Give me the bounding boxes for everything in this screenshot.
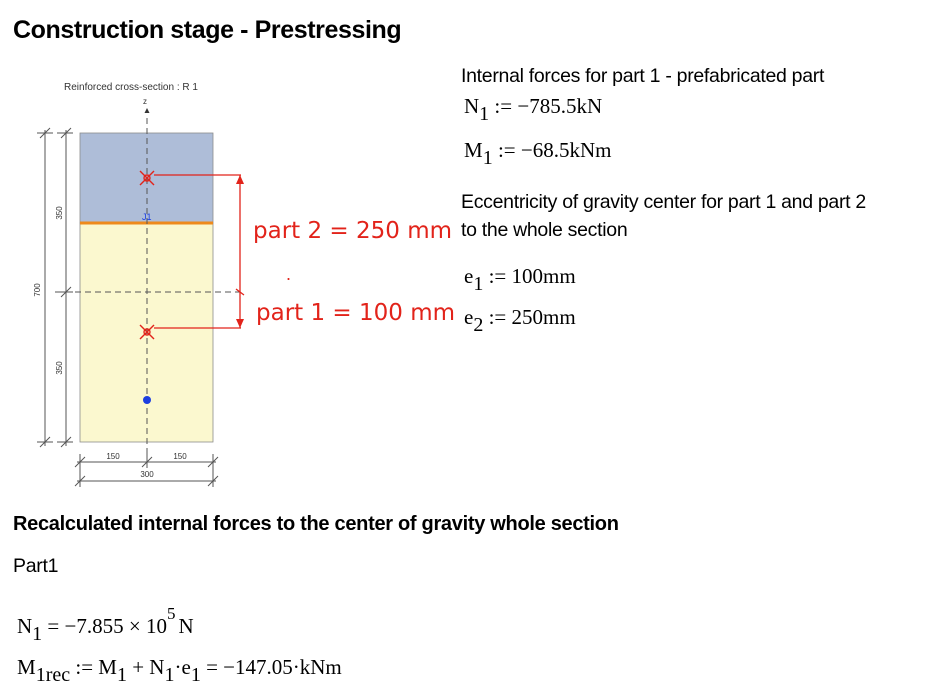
m1rec-result: $M_{1rec}$ := $M_1 + N_1\cdot e_1 = -147.05\cdot kNm$ (17, 655, 342, 686)
n1-result: $N_1 = -7.855 \times 10^5N$ (17, 604, 194, 645)
eccentricity-heading-line1: Eccentricity of gravity center for part 1 and part 2 (461, 191, 866, 213)
e1-definition: $e_1$ := 100mm (464, 264, 576, 295)
arrow-up-icon (236, 175, 244, 184)
e2-definition: $e_2$ := 250mm (464, 305, 576, 336)
z-axis-arrow (145, 108, 150, 113)
dim-width: 300 (140, 470, 154, 479)
part2-label: part 2 = 250 mm (253, 218, 453, 244)
reinforcement-dot (143, 396, 151, 404)
eccentricity-heading-line2: to the whole section (461, 219, 628, 241)
dim-right: 150 (173, 452, 187, 461)
arrow-down-icon (236, 319, 244, 328)
part1-label: part 1 = 100 mm (256, 300, 456, 326)
stray-dot: . (286, 264, 292, 284)
dim-bottom: 350 (55, 361, 64, 375)
n1-definition: $N_1$ := −785.5kN (464, 94, 603, 125)
dim-top: 350 (55, 206, 64, 220)
joint-label: J1 (142, 212, 152, 222)
vertical-dimensions (37, 128, 73, 447)
part-label: Part1 (13, 555, 59, 577)
dim-total: 700 (33, 283, 42, 297)
internal-forces-heading: Internal forces for part 1 - prefabricated part (461, 65, 825, 87)
recalc-heading: Recalculated internal forces to the center of gravity whole section (13, 513, 619, 535)
z-axis-label: z (143, 97, 147, 106)
m1-definition: $M_1$ := −68.5kNm (464, 138, 612, 169)
figure-caption: Reinforced cross-section : R 1 (64, 82, 198, 93)
page-title: Construction stage - Prestressing (13, 16, 402, 44)
dim-left: 150 (106, 452, 120, 461)
